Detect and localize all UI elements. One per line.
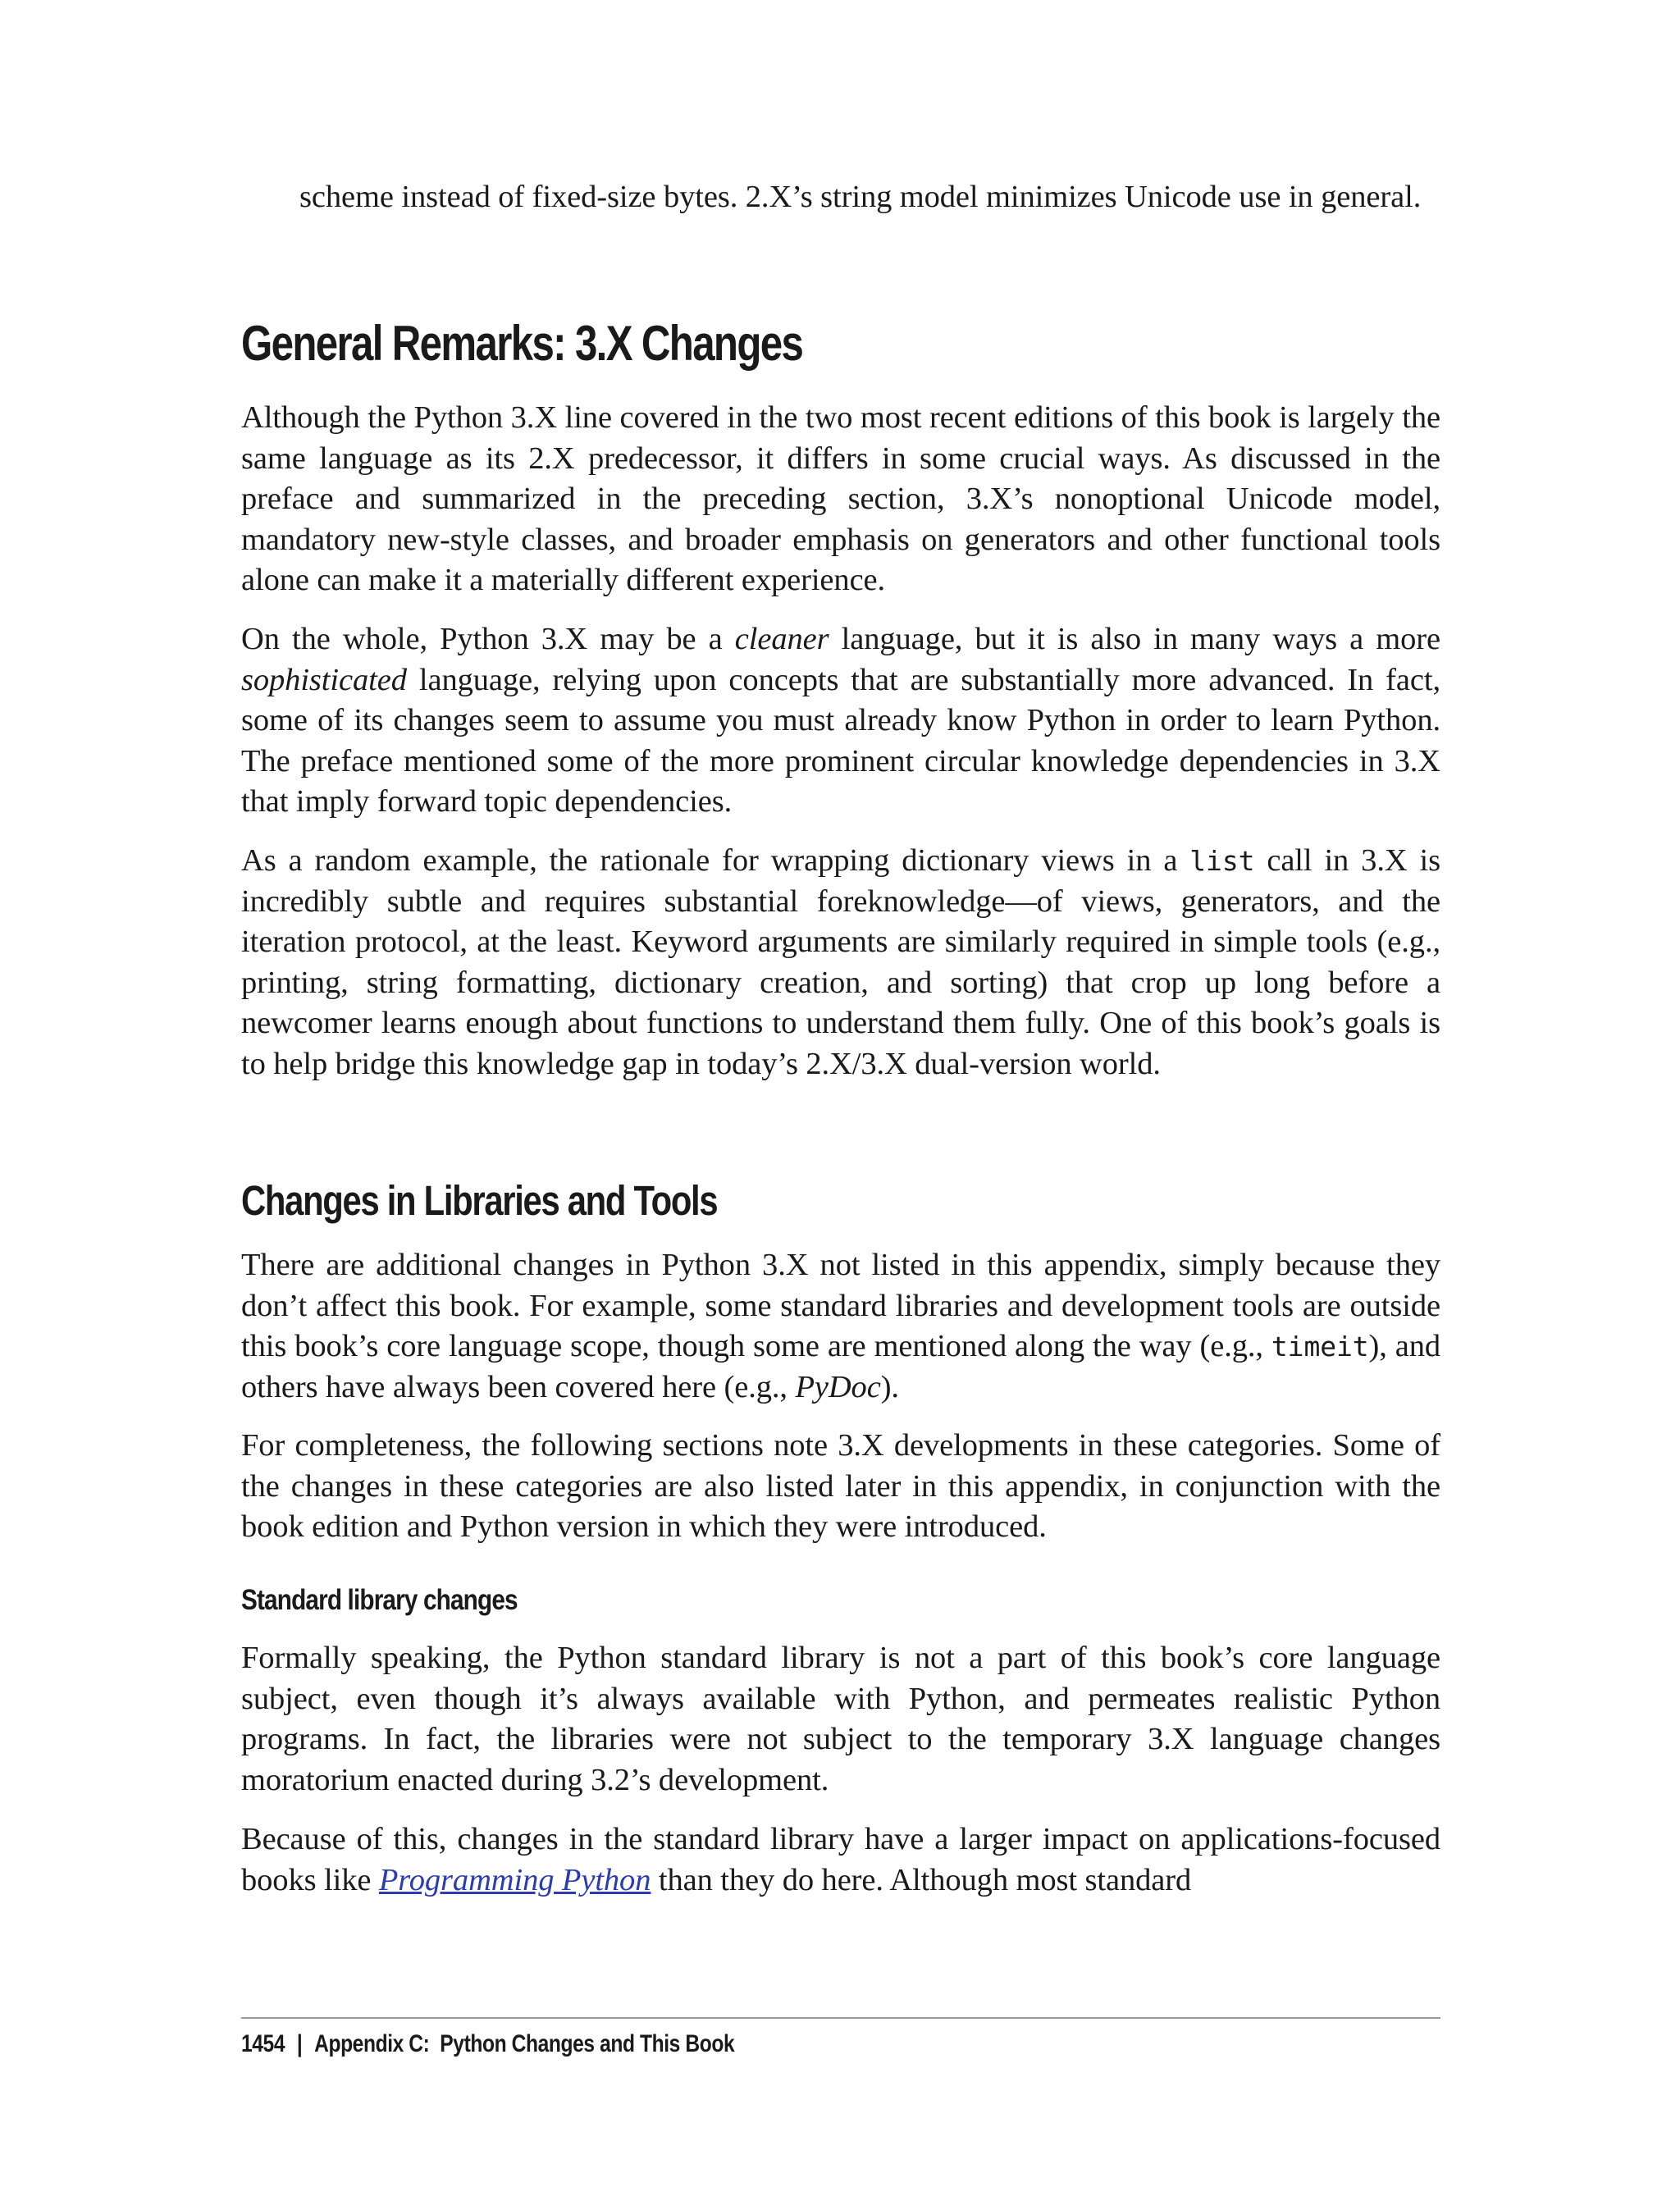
footer-rule	[241, 2017, 1440, 2019]
paragraph-text: Because of this, changes in the standard library have a larger impact on applications-focused books like Programming Python than they do here. Although most standard	[241, 1822, 1440, 1897]
inline-code-timeit: timeit	[1271, 1331, 1369, 1363]
emphasis-sophisticated: sophisticated	[241, 662, 407, 697]
paragraph-text: Formally speaking, the Python standard library is not a part of this book’s core language subject, even though it’s always available with Python, and permeates realistic Python programs. In fact, the libraries were not subject to the temporary 3.X language changes moratorium enacted during 3.2’s development.	[241, 1641, 1440, 1797]
emphasis-pydoc: PyDoc	[795, 1369, 881, 1404]
inline-code-list: list	[1189, 845, 1255, 877]
paragraph-completeness	[241, 1426, 1440, 1548]
paragraph-3x-differences	[241, 398, 1440, 601]
paragraph-text: There are additional changes in Python 3.X not listed in this appendix, simply because they don’t affect this book. For example, some standard libraries and development tools are outside this book’s core language scope, though some are mentioned along the way (e.g., timeit), and others have always been covered here (e.g., PyDoc).	[241, 1248, 1440, 1404]
link-programming-python[interactable]: Programming Python	[378, 1862, 651, 1897]
page-number: 1454	[241, 2030, 285, 2057]
running-title: Appendix C: Python Changes and This Book	[314, 2030, 735, 2057]
continued-paragraph	[299, 177, 1440, 218]
subsection-heading-standard-library: Standard library changes	[241, 1584, 518, 1616]
paragraph-because-of-this	[241, 1819, 1440, 1901]
page-footer	[241, 2030, 734, 2058]
emphasis-cleaner: cleaner	[734, 622, 829, 656]
footer-separator: |	[296, 2030, 303, 2057]
paragraph-text: As a random example, the rationale for wrapping dictionary views in a list call in 3.X is incredibly subtle and requires substantial foreknowledge—of views, generators, and the iteration protocol, at the least. Keyword arguments are similarly required in simple tools (e.g., printing, string formatting, dictionary creation, and sorting) that crop up long before a newcomer learns enough about functions to understand them fully. One of this book’s goals is to help bridge this knowledge gap in today’s 2.X/3.X dual-version world.	[241, 843, 1441, 1081]
paragraph-formally-speaking	[241, 1638, 1440, 1801]
paragraph-text: For completeness, the following sections note 3.X developments in these categories. Some of the changes in these categories are also listed later in this appendix, in conjunction with the book edition and Python version in which they were introduced.	[241, 1428, 1440, 1544]
section-heading-libraries-tools: Changes in Libraries and Tools	[241, 1177, 718, 1224]
section-heading-general-remarks: General Remarks: 3.X Changes	[241, 316, 803, 371]
paragraph-cleaner-language	[241, 619, 1440, 823]
paragraph-text: Although the Python 3.X line covered in the two most recent editions of this book is largely the same language as its 2.X predecessor, it differs in some crucial ways. As discussed in the preface and summarized in the preceding section, 3.X’s nonoptional Unicode model, mandatory new-style classes, and broader emphasis on generators and other functional tools alone can make it a materially different experience.	[241, 400, 1440, 597]
paragraph-random-example	[241, 841, 1440, 1084]
paragraph-text: On the whole, Python 3.X may be a cleaner language, but it is also in many ways a more sophisticated language, relying upon concepts that are substantially more advanced. In fact, some of its changes seem to assume you must already know Python in order to learn Python. The preface mentioned some of the more prominent circular knowledge dependencies in 3.X that imply forward topic dependencies.	[241, 622, 1441, 819]
continued-text: scheme instead of fixed-size bytes. 2.X’s string model minimizes Unicode use in general.	[299, 180, 1422, 214]
paragraph-additional-changes	[241, 1245, 1440, 1408]
